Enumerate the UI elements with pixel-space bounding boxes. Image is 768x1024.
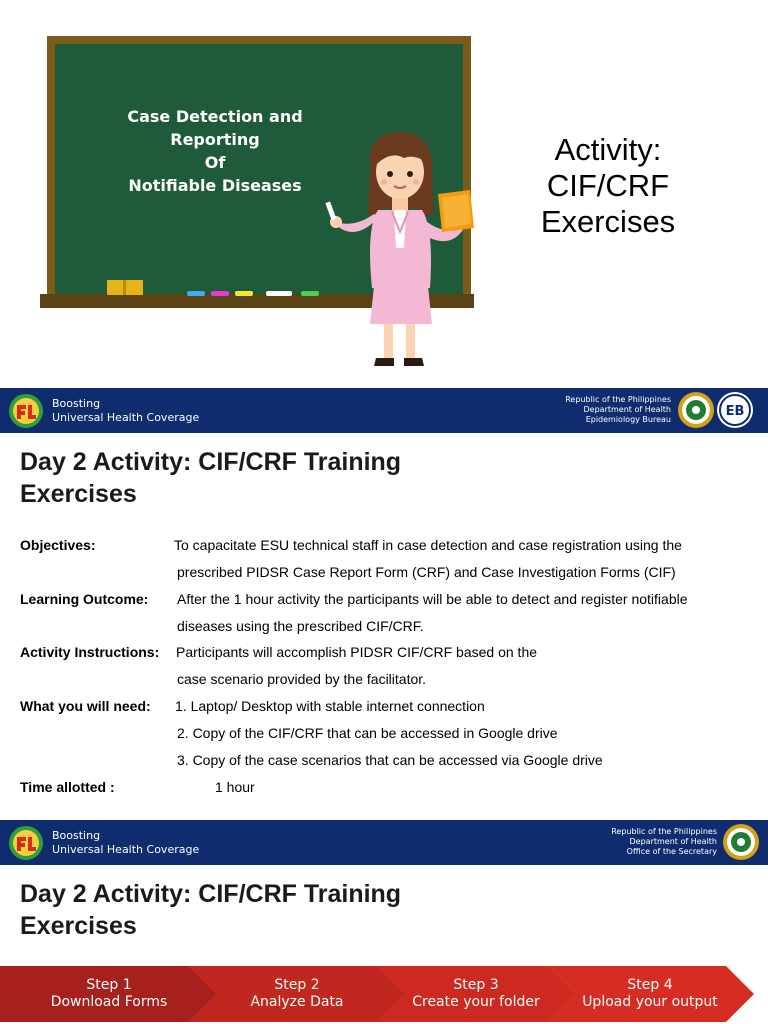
banner-text-uhc: Universal Health Coverage (52, 843, 200, 856)
step-title: Upload your output (582, 994, 718, 1010)
activity-title (520, 132, 696, 240)
step-number: Step 3 (453, 977, 499, 993)
chalk-green (301, 291, 319, 296)
uhc-logo-icon (8, 393, 44, 429)
step-4 (546, 966, 754, 1022)
agency-line: Republic of the Philippines (611, 827, 717, 836)
doh-seal-icon (677, 391, 715, 429)
banner-text-uhc: Universal Health Coverage (52, 411, 200, 424)
steps-process (0, 966, 768, 1022)
need-label: What you will need: (20, 698, 151, 714)
step-label (188, 977, 406, 1011)
slide-title (0, 0, 768, 388)
agency-line: Department of Health (583, 405, 671, 414)
chalk-white (266, 291, 292, 296)
time-label: Time allotted : (20, 779, 115, 795)
board-line: Notifiable Diseases (128, 176, 302, 195)
need-item: 1. Laptop/ Desktop with stable internet connection (175, 698, 485, 714)
activity-line: Exercises (540, 204, 676, 239)
banner-agency (611, 827, 717, 857)
need-item: 2. Copy of the CIF/CRF that can be accessed in Google drive (177, 725, 558, 741)
svg-text:EB: EB (725, 404, 745, 419)
objectives-text: To capacitate ESU technical staff in case detection and case registration using the (174, 537, 682, 553)
chalk-blue (187, 291, 205, 296)
instructions-label: Activity Instructions: (20, 644, 160, 660)
header-banner (0, 820, 768, 865)
step-title: Create your folder (412, 994, 540, 1010)
slide2-heading (20, 446, 520, 510)
agency-line: Department of Health (629, 837, 717, 846)
need-item: 3. Copy of the case scenarios that can be accessed via Google drive (177, 752, 603, 768)
banner-text-boosting: Boosting (52, 829, 101, 842)
step-number: Step 1 (86, 977, 132, 993)
step-2 (188, 966, 406, 1022)
step-title: Analyze Data (250, 994, 344, 1010)
outcome-label: Learning Outcome: (20, 591, 149, 607)
teacher-illustration (318, 128, 498, 370)
objectives-text: prescribed PIDSR Case Report Form (CRF) and Case Investigation Forms (CIF) (177, 564, 676, 580)
heading-line: Day 2 Activity: CIF/CRF Training (20, 880, 402, 908)
activity-line: CIF/CRF (546, 168, 670, 203)
epidemiology-bureau-seal-icon (716, 391, 754, 429)
outcome-text: After the 1 hour activity the participants will be able to detect and register notifiable (177, 591, 688, 607)
step-number: Step 2 (274, 977, 320, 993)
step-label (546, 977, 754, 1011)
outcome-text: diseases using the prescribed CIF/CRF. (177, 618, 424, 634)
board-line: Of (204, 153, 226, 172)
activity-line: Activity: (554, 132, 662, 167)
banner-text-boosting: Boosting (52, 397, 101, 410)
chalk-pink (211, 291, 229, 296)
heading-line: Exercises (20, 480, 137, 508)
eraser-icon (107, 280, 143, 295)
uhc-logo-icon (8, 825, 44, 861)
banner-agency (565, 395, 671, 425)
board-line: Case Detection and (127, 107, 303, 126)
instructions-text: case scenario provided by the facilitator. (177, 671, 427, 687)
agency-line: Epidemiology Bureau (585, 415, 671, 424)
objectives-label: Objectives: (20, 537, 96, 553)
heading-line: Day 2 Activity: CIF/CRF Training (20, 448, 402, 476)
doh-seal-icon (722, 823, 760, 861)
step-title: Download Forms (50, 994, 168, 1010)
agency-line: Office of the Secretary (626, 847, 717, 856)
instructions-text: Participants will accomplish PIDSR CIF/CRF based on the (176, 644, 538, 660)
agency-line: Republic of the Philippines (565, 395, 671, 404)
time-value: 1 hour (215, 779, 255, 795)
board-line: Reporting (170, 130, 260, 149)
slide3-heading (20, 878, 520, 942)
header-banner (0, 388, 768, 433)
step-1 (0, 966, 218, 1022)
board-title (80, 105, 350, 197)
chalk-yellow (235, 291, 253, 296)
heading-line: Exercises (20, 912, 137, 940)
step-number: Step 4 (627, 977, 673, 993)
step-label (0, 977, 218, 1011)
